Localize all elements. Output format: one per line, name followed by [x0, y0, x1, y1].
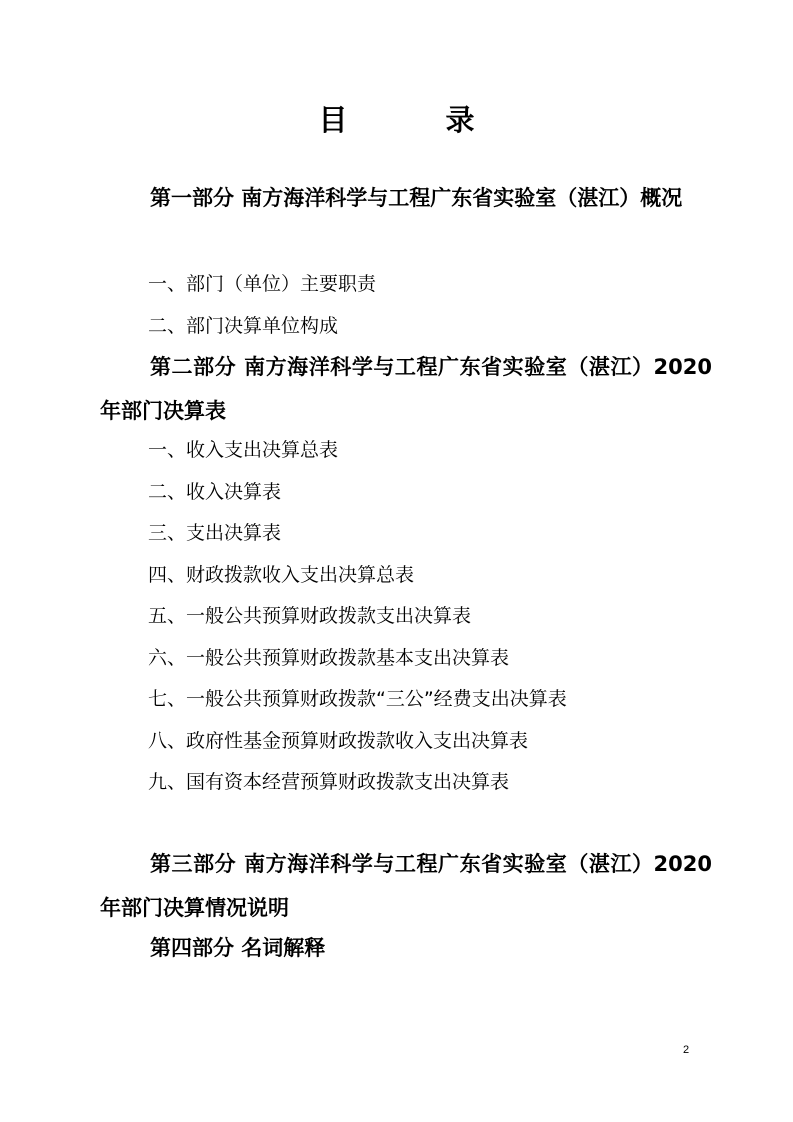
title-char-1: 目 [318, 103, 348, 137]
section-heading-part-4: 第四部分 名词解释 [150, 936, 326, 960]
toc-item: 四、财政拨款收入支出决算总表 [148, 564, 415, 586]
toc-item: 一、部门（单位）主要职责 [148, 273, 377, 295]
toc-item: 二、部门决算单位构成 [148, 315, 339, 337]
page-number: 2 [683, 1044, 690, 1056]
section-heading-part-2: 第二部分 南方海洋科学与工程广东省实验室（湛江）2020年部门决算表 [100, 355, 712, 423]
toc-item: 九、国有资本经营预算财政拨款支出决算表 [148, 771, 510, 793]
toc-item: 五、一般公共预算财政拨款支出决算表 [148, 605, 472, 627]
toc-item: 六、一般公共预算财政拨款基本支出决算表 [148, 647, 510, 669]
section-heading-part-3: 第三部分 南方海洋科学与工程广东省实验室（湛江）2020年部门决算情况说明 [100, 852, 712, 920]
title-char-2: 录 [445, 103, 475, 137]
section-heading-part-1: 第一部分 南方海洋科学与工程广东省实验室（湛江）概况 [150, 186, 683, 210]
page-title [0, 98, 793, 139]
toc-item: 八、政府性基金预算财政拨款收入支出决算表 [148, 730, 529, 752]
toc-item: 七、一般公共预算财政拨款“三公”经费支出决算表 [148, 688, 567, 710]
toc-item: 二、收入决算表 [148, 481, 282, 503]
toc-item: 一、收入支出决算总表 [148, 439, 339, 461]
toc-item: 三、支出决算表 [148, 522, 282, 544]
